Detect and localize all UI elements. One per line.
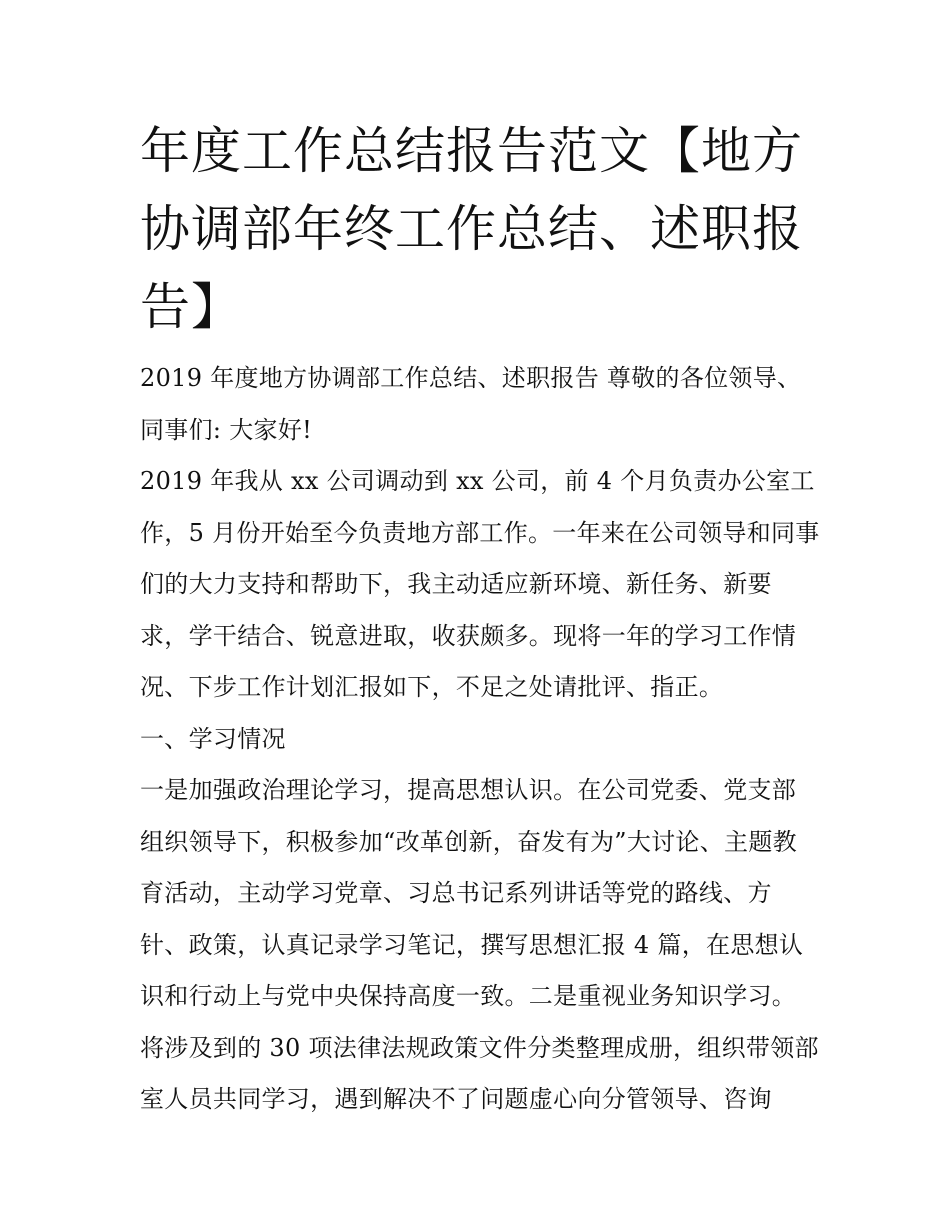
document-body [140, 353, 820, 1126]
paragraph-study: 一是加强政治理论学习，提高思想认识。在公司党委、党支部组织领导下，积极参加“改革创新，奋发有为”大讨论、主题教育活动，主动学习党章、习总书记系列讲话等党的路线、方针、政策，认真记录学习笔记，撰写思想汇报 4 篇，在思想认识和行动上与党中央保持高度一致。二是重视业务知识学习。将涉及到的 30 项法律法规政策文件分类整理成册，组织带领部室人员共同学习，遇到解决不了问题虚心向分管领导、咨询 [140, 776, 819, 1113]
paragraph-greeting: 2019 年度地方协调部工作总结、述职报告 尊敬的各位领导、同事们: 大家好! [140, 364, 802, 444]
section-heading-study: 一、学习情况 [140, 724, 286, 753]
document-title: 年度工作总结报告范文【地方协调部年终工作总结、述职报告】 [140, 122, 803, 336]
paragraph-intro: 2019 年我从 xx 公司调动到 xx 公司，前 4 个月负责办公室工作，5 月份开始至今负责地方部工作。一年来在公司领导和同事们的大力支持和帮助下，我主动适应新环境、新任务、新要求，学干结合、锐意进取，收获颇多。现将一年的学习工作情况、下步工作计划汇报如下，不足之处请批评、指正。 [140, 467, 820, 701]
